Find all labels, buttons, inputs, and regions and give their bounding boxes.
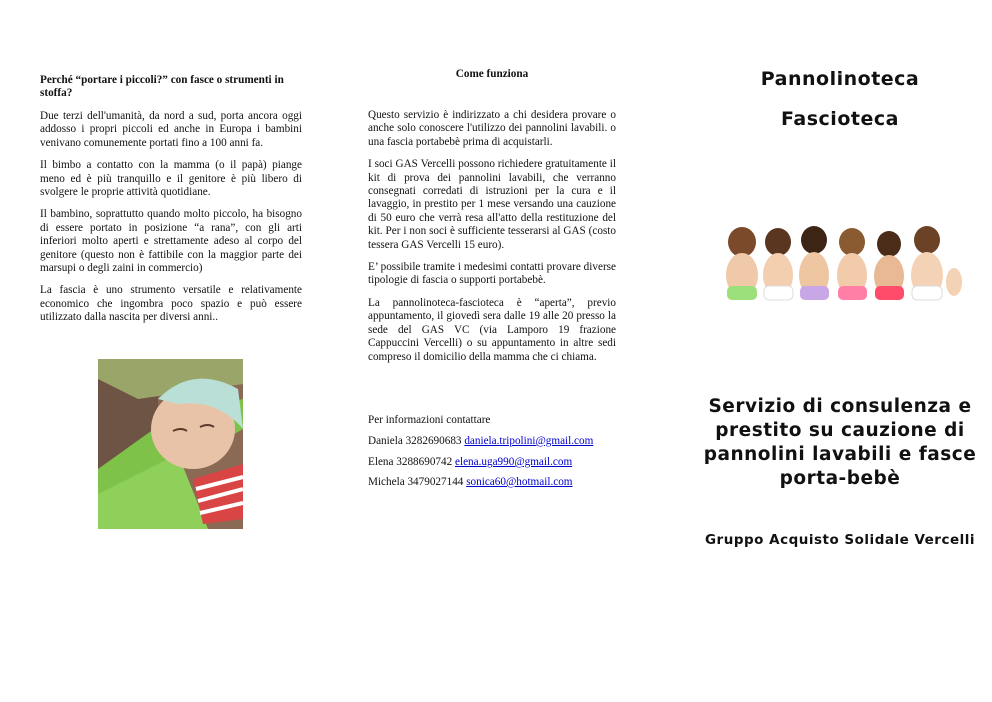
contact-name-phone: Elena 3288690742 [368, 456, 453, 468]
service-tagline: Servizio di consulenza e prestito su cauzione di pannolini lavabili e fasce porta-bebè [703, 396, 977, 489]
contact-daniela [368, 435, 593, 448]
left-title: Perché “portare i piccoli?” con fasce o strumenti in stoffa? [40, 74, 284, 100]
middle-paragraph-1: Questo servizio è indirizzato a chi desidera provare o anche solo conoscere l'utilizzo dei pannolini lavabili. o una fascia portabebè prima di acquistarli. [368, 109, 616, 148]
contact-name-phone: Michela 3479027144 [368, 476, 464, 488]
baby-in-sling-photo [98, 359, 243, 529]
email-link[interactable]: daniela.tripolini@gmail.com [464, 435, 594, 447]
left-paragraph-4: La fascia è uno strumento versatile e relativamente economico che ingombra poco spazio e può essere utilizzato dalla nascita per diversi anni.. [40, 284, 302, 324]
contact-michela [368, 476, 573, 489]
group-name: Gruppo Acquisto Solidale Vercelli [704, 532, 976, 548]
left-paragraph-1: Due terzi dell'umanità, da nord a sud, porta ancora oggi addosso i propri piccoli ed anche in Europa i bambini venivano comunemente portati fino a 100 anni fa. [40, 110, 302, 149]
left-paragraph-2: Il bimbo a contatto con la mamma (o il papà) piange meno ed è più tranquillo e il genitore è più libero di svolgere le proprie attività quotidiane. [40, 159, 302, 199]
row-of-toddlers-photo [714, 220, 966, 310]
title-pannolinoteca: Pannolinoteca [760, 68, 920, 90]
middle-title: Come funziona [455, 68, 529, 80]
contact-elena [368, 456, 572, 469]
email-link[interactable]: elena.uga990@gmail.com [455, 456, 573, 468]
contact-name-phone: Daniela 3282690683 [368, 435, 462, 447]
left-paragraph-3: Il bambino, soprattutto quando molto piccolo, ha bisogno di essere portato in posizione “a rana”, con gli arti inferiori molto aperti e strettamente adeso al corpo del genitore (questo non è fattibile con la maggior parte dei marsupi o degli zaini in commercio) [40, 208, 302, 275]
title-fascioteca: Fascioteca [781, 108, 899, 130]
middle-paragraph-4: La pannolinoteca-fascioteca è “aperta”, previo appuntamento, il giovedì sera dalle 19 alle 20 presso la sede del GAS VC (via Lamporo 19 frazione Cappuccini Vercelli) o su appuntamento in altre sedi compreso il domicilio della mamma che ci chiama. [368, 296, 616, 363]
middle-body [368, 109, 616, 373]
email-link[interactable]: sonica60@hotmail.com [466, 476, 573, 488]
middle-paragraph-3: E’ possibile tramite i medesimi contatti provare diverse tipologie di fascia o supporti portabebè. [368, 261, 616, 287]
contacts-intro: Per informazioni contattare [368, 414, 491, 426]
middle-paragraph-2: I soci GAS Vercelli possono richiedere gratuitamente il kit di prova dei pannolini lavabili, che verranno consegnati corredati di istruzioni per la cura e il lavaggio, in prestito per 1 mese versando una cauzione di 50 euro che verrà resa all'atto della restituzione del kit. Per i non soci è sufficiente tesserarsi al GAS (costo tessera GAS Vercelli 15 euro). [368, 158, 616, 251]
left-body [40, 110, 302, 334]
